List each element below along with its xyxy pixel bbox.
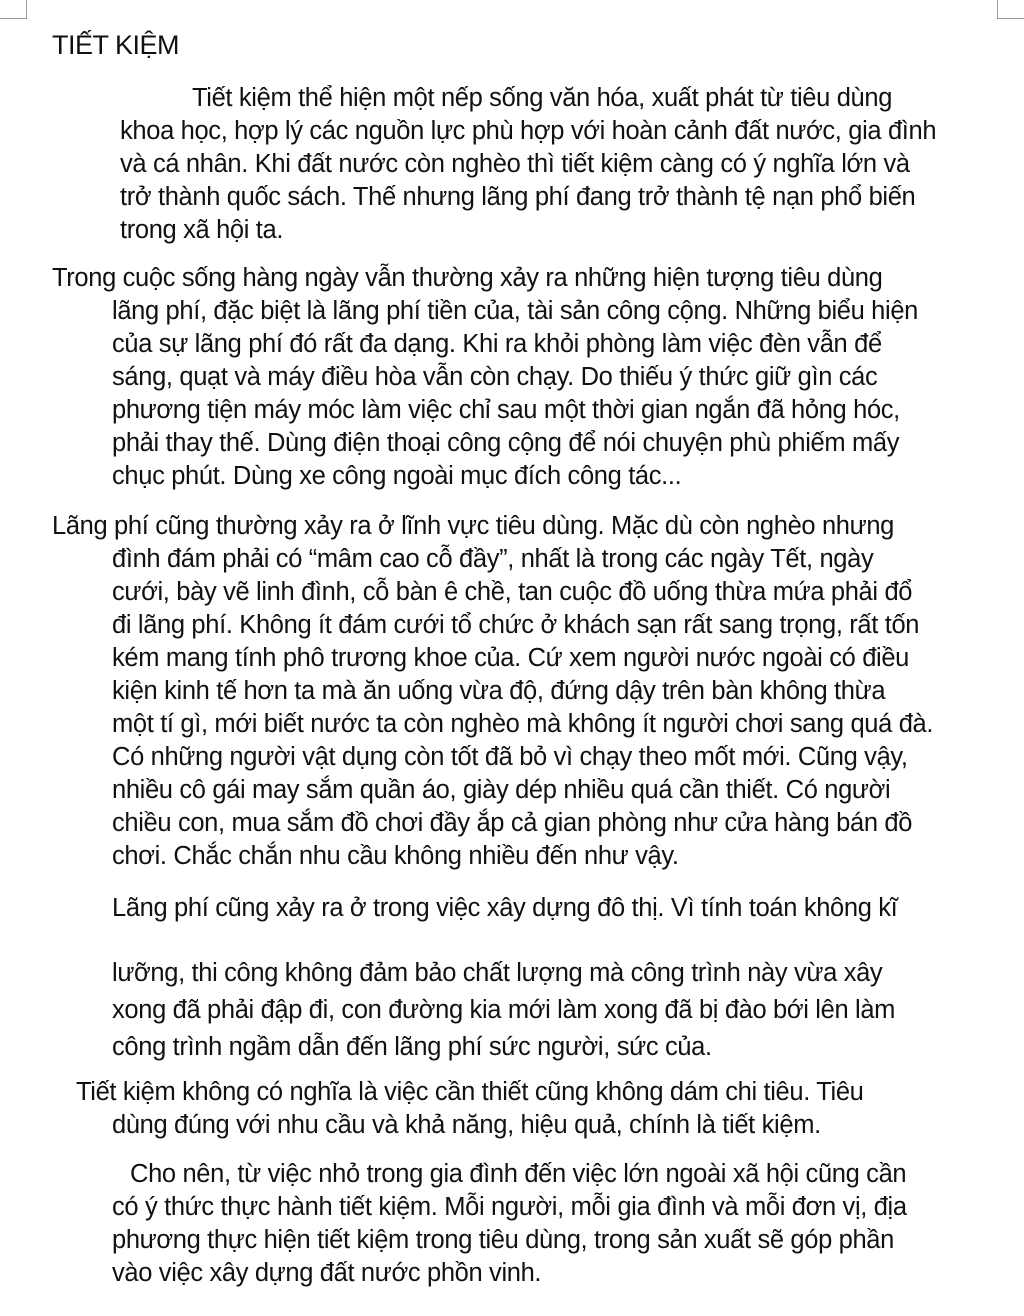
text-line: phải thay thế. Dùng điện thoại công cộng để nói chuyện phù phiếm mấy [112,429,900,457]
paragraph [76,1076,864,1142]
text-line: Tiết kiệm thể hiện một nếp sống văn hóa, xuất phát từ tiêu dùng [192,84,893,112]
text-line: chơi. Chắc chắn nhu cầu không nhiều đến như vậy. [112,842,679,870]
text-line: cưới, bày vẽ linh đình, cỗ bàn ê chề, tan cuộc đồ uống thừa mứa phải đổ [112,578,913,606]
text-line: Tiết kiệm không có nghĩa là việc cần thiết cũng không dám chi tiêu. Tiêu [76,1078,864,1106]
paragraph [52,510,934,873]
text-line: phương thực hiện tiết kiệm trong tiêu dùng, trong sản xuất sẽ góp phần [112,1226,894,1254]
text-line: Cho nên, từ việc nhỏ trong gia đình đến việc lớn ngoài xã hội cũng cần [130,1160,907,1188]
text-line: dùng đúng với nhu cầu và khả năng, hiệu quả, chính là tiết kiệm. [112,1111,821,1139]
text-line: nhiều cô gái may sắm quần áo, giày dép nhiều quá cần thiết. Có người [112,776,891,804]
paragraph [52,262,918,493]
text-line: lãng phí, đặc biệt là lãng phí tiền của, tài sản công cộng. Những biểu hiện [112,297,918,325]
text-line: chiều con, mua sắm đồ chơi đầy ắp cả gian phòng như cửa hàng bán đồ [112,809,913,837]
text-line: sáng, quạt và máy điều hòa vẫn còn chạy. Do thiếu ý thức giữ gìn các [112,363,878,391]
text-line: phương tiện máy móc làm việc chỉ sau một thời gian ngắn đã hỏng hóc, [112,396,900,424]
paragraph [112,892,897,925]
paragraph [120,82,936,247]
document-title: TIẾT KIỆM [52,30,180,60]
text-line: và cá nhân. Khi đất nước còn nghèo thì tiết kiệm càng có ý nghĩa lớn và [120,150,910,178]
text-line: xong đã phải đập đi, con đường kia mới làm xong đã bị đào bới lên làm [112,996,896,1024]
crop-mark-top-left [0,0,27,19]
text-line: đi lãng phí. Không ít đám cưới tổ chức ở khách sạn rất sang trọng, rất tốn [112,611,920,639]
text-line: Có những người vật dụng còn tốt đã bỏ vì chạy theo mốt mới. Cũng vậy, [112,743,908,771]
text-line: một tí gì, mới biết nước ta còn nghèo mà không ít người chơi sang quá đà. [112,710,934,738]
text-line: lưỡng, thi công không đảm bảo chất lượng mà công trình này vừa xây [112,959,883,987]
text-line: của sự lãng phí đó rất đa dạng. Khi ra khỏi phòng làm việc đèn vẫn để [112,330,882,358]
paragraph [112,955,895,1066]
paragraph [112,1158,907,1290]
text-line: kém mang tính phô trương khoe của. Cứ xem người nước ngoài có điều [112,644,910,672]
crop-mark-top-right [997,0,1024,19]
text-line: kiện kinh tế hơn ta mà ăn uống vừa độ, đứng dậy trên bàn không thừa [112,677,886,705]
text-line: công trình ngầm dẫn đến lãng phí sức người, sức của. [112,1033,712,1061]
text-line: Lãng phí cũng xảy ra ở trong việc xây dựng đô thị. Vì tính toán không kĩ [112,894,898,922]
text-line: Lãng phí cũng thường xảy ra ở lĩnh vực tiêu dùng. Mặc dù còn nghèo nhưng [52,512,895,540]
text-line: trở thành quốc sách. Thế nhưng lãng phí đang trở thành tệ nạn phổ biến [120,183,916,211]
text-line: khoa học, hợp lý các nguồn lực phù hợp với hoàn cảnh đất nước, gia đình [120,117,937,145]
text-line: vào việc xây dựng đất nước phồn vinh. [112,1259,542,1287]
text-line: chục phút. Dùng xe công ngoài mục đích công tác... [112,462,682,490]
text-line: đình đám phải có “mâm cao cỗ đầy”, nhất là trong các ngày Tết, ngày [112,545,874,573]
text-line: Trong cuộc sống hàng ngày vẫn thường xảy ra những hiện tượng tiêu dùng [52,264,883,292]
text-line: có ý thức thực hành tiết kiệm. Mỗi người, mỗi gia đình và mỗi đơn vị, địa [112,1193,907,1221]
text-line: trong xã hội ta. [120,216,284,244]
